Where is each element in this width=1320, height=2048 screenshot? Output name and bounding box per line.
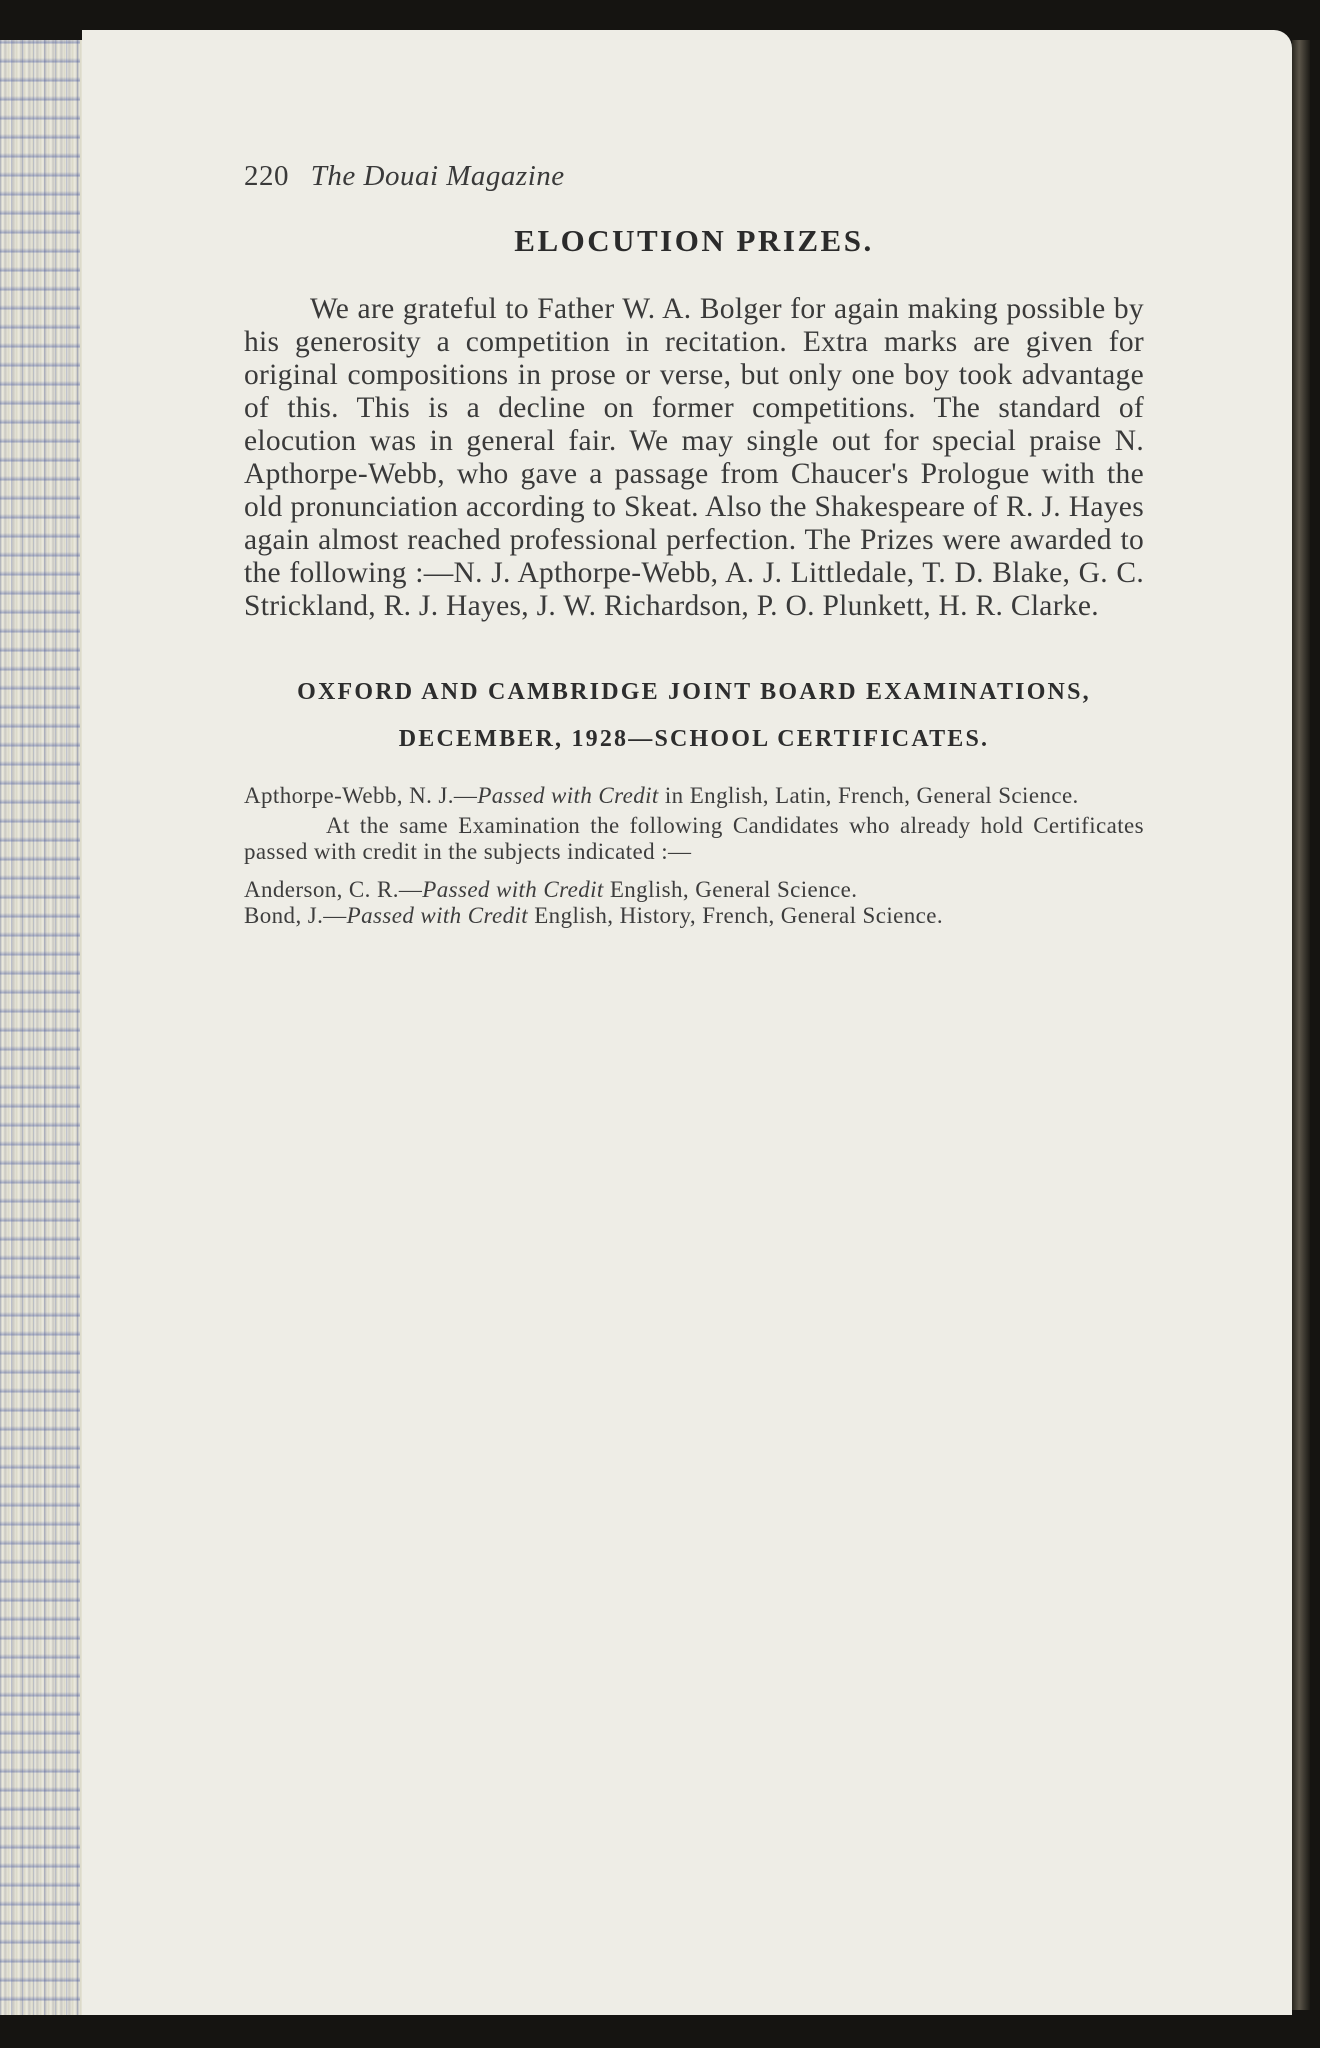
examination-note: At the same Examination the following Candidates who already hold Certificates passed with credit in the subjects indicated :—: [244, 813, 1144, 864]
result-name: Anderson, C. R.—: [244, 877, 423, 902]
result-status: Passed with Credit: [346, 903, 529, 928]
running-head: [244, 160, 1144, 193]
book-binding-edge: [1292, 40, 1310, 2010]
body-paragraph: We are grateful to Father W. A. Bolger for again making possible by his generosity a competition in recitation. Extra marks are given for original compositions in prose or verse, but only one boy took advantage of this. This is a decline on former competitions. The standard of elocution was in general fair. We may single out for special praise N. Apthorpe-Webb, who gave a passage from Chaucer's Prologue with the old pronunciation according to Skeat. Also the Shakespeare of R. J. Hayes again almost reached professional perfection. The Prizes were awarded to the following :—N. J. Apthorpe-Webb, A. J. Littledale, T. D. Blake, G. C. Strickland, R. J. Hayes, J. W. Richardson, P. O. Plunkett, H. R. Clarke.: [244, 293, 1144, 622]
result-name: Apthorpe-Webb, N. J.—: [244, 783, 478, 808]
result-entry: [244, 877, 1144, 903]
result-status: Passed with Credit: [422, 877, 604, 902]
page-content: [244, 160, 1144, 929]
result-name: Bond, J.—: [244, 903, 347, 928]
result-entry: [244, 903, 1144, 929]
result-subjects: English, History, French, General Science.: [528, 903, 943, 928]
result-status: Passed with Credit: [477, 783, 659, 808]
result-entry: [244, 783, 1144, 809]
page-number: 220: [244, 160, 289, 192]
exam-heading-line2: DECEMBER, 1928—SCHOOL CERTIFICATES.: [398, 726, 990, 752]
result-subjects: in English, Latin, French, General Science.: [658, 783, 1079, 808]
section-title: ELOCUTION PRIZES.: [514, 223, 874, 258]
exam-heading-line1: OXFORD AND CAMBRIDGE JOINT BOARD EXAMINATIONS,: [297, 679, 1091, 705]
result-subjects: English, General Science.: [603, 877, 858, 902]
journal-title: The Douai Magazine: [310, 160, 565, 192]
page-edge-speckle: [0, 40, 80, 2015]
